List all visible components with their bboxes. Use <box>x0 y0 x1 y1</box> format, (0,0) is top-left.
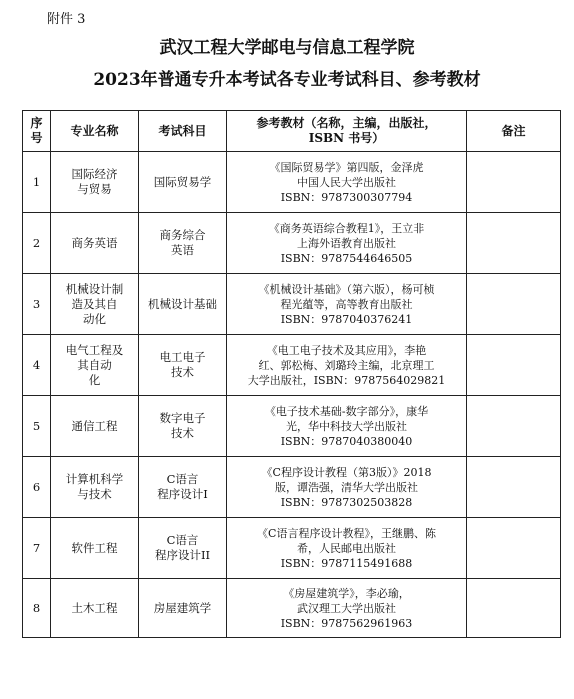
table-row <box>23 457 561 518</box>
cell-subject: 国际贸易学 <box>139 152 227 213</box>
cell-major: 通信工程 <box>51 396 139 457</box>
cell-no: 8 <box>23 579 51 638</box>
cell-subject: 商务综合 英语 <box>139 213 227 274</box>
document-title-line-1: 武汉工程大学邮电与信息工程学院 <box>159 38 415 58</box>
cell-remarks <box>467 152 561 213</box>
column-header-no: 序 号 <box>23 111 51 152</box>
table-row <box>23 396 561 457</box>
cell-no: 3 <box>23 274 51 335</box>
cell-remarks <box>467 335 561 396</box>
cell-remarks <box>467 213 561 274</box>
cell-reference: 《C语言程序设计教程》，王继鹏、陈 希，人民邮电出版社 ISBN：9787115491688 <box>227 518 467 579</box>
cell-reference: 《电子技术基础-数字部分》，康华 光，华中科技大学出版社 ISBN：9787040380040 <box>227 396 467 457</box>
cell-remarks <box>467 579 561 638</box>
cell-major: 国际经济 与贸易 <box>51 152 139 213</box>
table-row <box>23 274 561 335</box>
cell-no: 2 <box>23 213 51 274</box>
cell-subject: 房屋建筑学 <box>139 579 227 638</box>
cell-major: 电气工程及 其自动 化 <box>51 335 139 396</box>
cell-reference: 《机械设计基础》（第六版），杨可桢 程光蕴等，高等教育出版社 ISBN：9787040376241 <box>227 274 467 335</box>
cell-reference: 《国际贸易学》第四版，金泽虎 中国人民大学出版社 ISBN：9787300307794 <box>227 152 467 213</box>
attachment-label: 附件 3 <box>47 12 86 27</box>
table-row <box>23 335 561 396</box>
cell-subject: 机械设计基础 <box>139 274 227 335</box>
cell-major: 土木工程 <box>51 579 139 638</box>
cell-major: 商务英语 <box>51 213 139 274</box>
column-header-major: 专业名称 <box>51 111 139 152</box>
cell-major: 软件工程 <box>51 518 139 579</box>
cell-subject: C语言 程序设计II <box>139 518 227 579</box>
cell-remarks <box>467 396 561 457</box>
cell-remarks <box>467 518 561 579</box>
cell-no: 7 <box>23 518 51 579</box>
document-title-line-2: 2023年普通专升本考试各专业考试科目、参考教材 <box>93 70 481 90</box>
table-header-row <box>23 111 561 152</box>
column-header-reference: 参考教材（名称，主编，出版社， ISBN 书号） <box>227 111 467 152</box>
cell-no: 6 <box>23 457 51 518</box>
table-row <box>23 152 561 213</box>
table-row <box>23 579 561 638</box>
table-row <box>23 213 561 274</box>
column-header-subject: 考试科目 <box>139 111 227 152</box>
cell-major: 机械设计制 造及其自 动化 <box>51 274 139 335</box>
table-row <box>23 518 561 579</box>
cell-no: 5 <box>23 396 51 457</box>
column-header-remarks: 备注 <box>467 111 561 152</box>
cell-subject: 电工电子 技术 <box>139 335 227 396</box>
cell-reference: 《电工电子技术及其应用》，李艳 红、郭松梅、刘璐玲主编，北京理工 大学出版社，ISBN：9787564029821 <box>227 335 467 396</box>
cell-no: 4 <box>23 335 51 396</box>
cell-subject: 数字电子 技术 <box>139 396 227 457</box>
cell-remarks <box>467 457 561 518</box>
cell-reference: 《C程序设计教程（第3版）》2018 版，谭浩强，清华大学出版社 ISBN：9787302503828 <box>227 457 467 518</box>
cell-remarks <box>467 274 561 335</box>
cell-no: 1 <box>23 152 51 213</box>
cell-reference: 《房屋建筑学》，李必瑜， 武汉理工大学出版社 ISBN：9787562961963 <box>227 579 467 638</box>
cell-reference: 《商务英语综合教程1》，王立非 上海外语教育出版社 ISBN：9787544646505 <box>227 213 467 274</box>
exam-subjects-table <box>22 110 561 638</box>
cell-subject: C语言 程序设计I <box>139 457 227 518</box>
cell-major: 计算机科学 与技术 <box>51 457 139 518</box>
